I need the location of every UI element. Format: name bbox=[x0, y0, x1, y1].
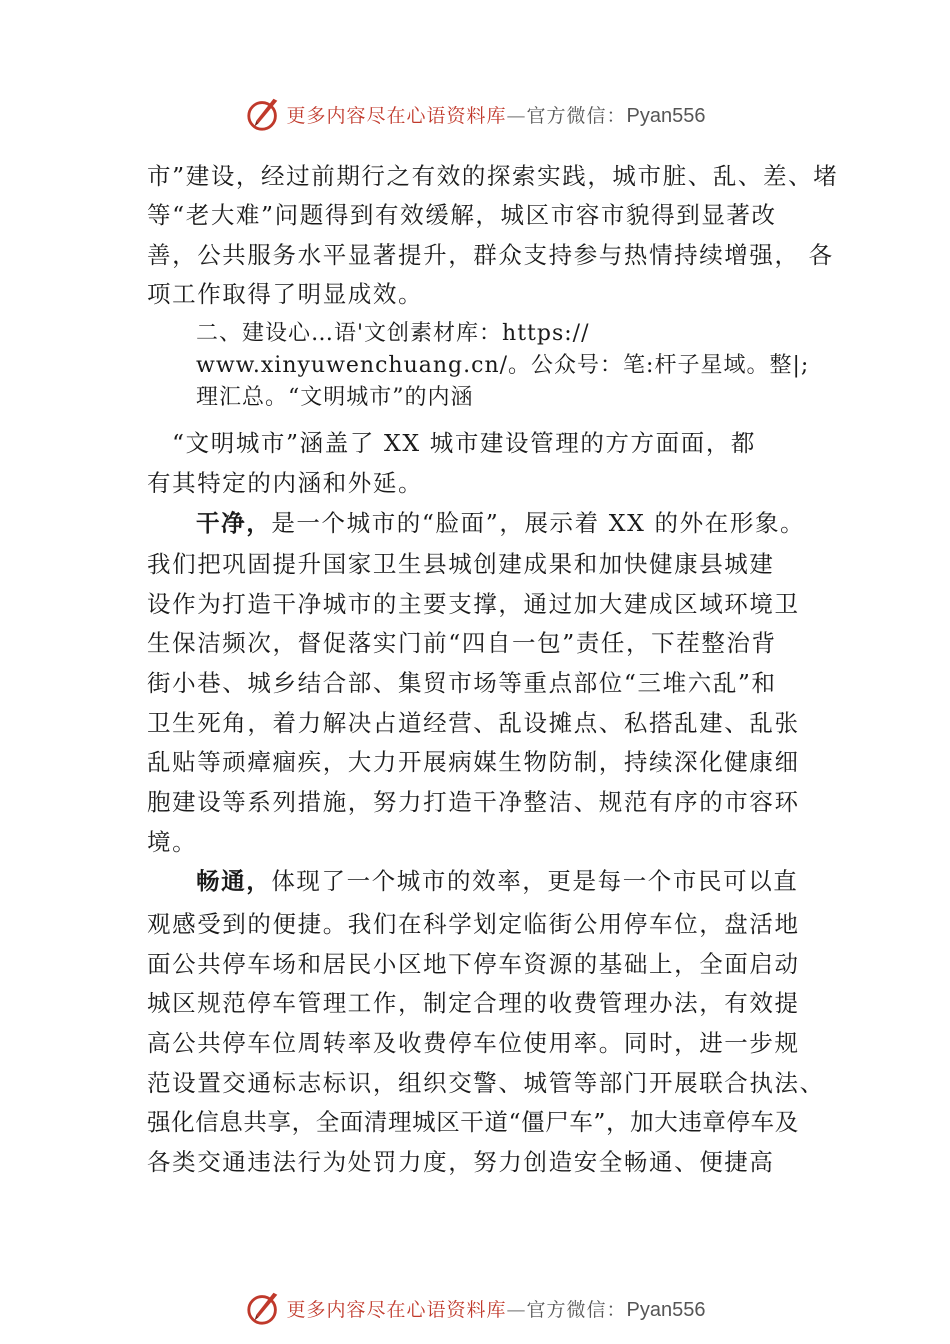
text-line: 面公共停车场和居民小区地下停车资源的基础上，全面启动 bbox=[147, 950, 800, 978]
text-line: 胞建设等系列措施，努力打造干净整洁、规范有序的市容环 bbox=[147, 788, 800, 816]
footer-wechat-label: 官方微信： bbox=[526, 1298, 627, 1321]
text-line: 生保洁频次，督促落实门前“四自一包”责任，下茬整治背 bbox=[147, 629, 777, 657]
text-line: 城区规范停车管理工作，制定合理的收费管理办法，有效提 bbox=[147, 989, 800, 1017]
text-line: “文明城市”涵盖了 XX 城市建设管理的方方面面，都 bbox=[172, 429, 757, 457]
text-line: 境。 bbox=[147, 828, 198, 856]
header-wechat-label: 官方微信： bbox=[526, 104, 627, 127]
text-line: 范设置交通标志标识，组织交警、城管等部门开展联合执法、 bbox=[147, 1069, 825, 1097]
text-line: 善，公共服务水平显著提升，群众支持参与热情持续增强， 各 bbox=[147, 241, 834, 269]
header-brand: 更多内容尽在心语资料库 bbox=[286, 104, 507, 127]
footer-banner bbox=[0, 1288, 950, 1328]
text-line: 卫生死角，着力解决占道经营、乱设摊点、私搭乱建、乱张 bbox=[147, 709, 800, 737]
footer-separator: — bbox=[506, 1298, 527, 1321]
header-wechat-id: Pyan556 bbox=[626, 104, 706, 127]
keyword-smooth: 畅通， bbox=[196, 867, 272, 895]
header-separator: — bbox=[506, 104, 527, 127]
text-line: 乱贴等顽瘴痼疾，大力开展病媒生物防制，持续深化健康细 bbox=[147, 748, 800, 776]
paragraph-smooth-start: 畅通，体现了一个城市的效率，更是每一个市民可以直 bbox=[196, 867, 799, 895]
text-line: 我们把巩固提升国家卫生县城创建成果和加快健康县城建 bbox=[147, 550, 775, 578]
text-line: 强化信息共享，全面清理城区干道“僵尸车”，加大违章停车及 bbox=[147, 1108, 799, 1136]
quill-logo-icon bbox=[245, 1289, 283, 1327]
text-line: 设作为打造干净城市的主要支撑，通过加大建成区域环境卫 bbox=[147, 590, 800, 618]
text-line: 项工作取得了明显成效。 bbox=[147, 280, 424, 308]
footer-wechat-id: Pyan556 bbox=[626, 1298, 706, 1321]
text-line: 街小巷、城乡结合部、集贸市场等重点部位“三堆六乱”和 bbox=[147, 669, 777, 697]
keyword-clean: 干净， bbox=[196, 509, 272, 537]
text-line: 高公共停车位周转率及收费停车位使用率。同时，进一步规 bbox=[147, 1029, 800, 1057]
section-heading: 理汇总。“文明城市”的内涵 bbox=[196, 385, 474, 410]
text-line: 二、建设心…语'文创素材库：https:// bbox=[196, 321, 590, 346]
text-line: 市”建设，经过前期行之有效的探索实践，城市脏、乱、差、堵 bbox=[147, 162, 839, 190]
text-line: www.xinyuwenchuang.cn/。公众号：笔:杆子星域。整|; bbox=[196, 353, 810, 378]
text-line: 有其特定的内涵和外延。 bbox=[147, 469, 424, 497]
text-line: 等“老大难”问题得到有效缓解，城区市容市貌得到显著改 bbox=[147, 201, 777, 229]
paragraph-clean-start: 干净，是一个城市的“脸面”，展示着 XX 的外在形象。 bbox=[196, 509, 806, 537]
footer-text bbox=[287, 1295, 706, 1322]
text-line: 观感受到的便捷。我们在科学划定临街公用停车位，盘活地 bbox=[147, 910, 800, 938]
text-line: 各类交通违法行为处罚力度，努力创造安全畅通、便捷高 bbox=[147, 1148, 775, 1176]
footer-brand: 更多内容尽在心语资料库 bbox=[286, 1298, 507, 1321]
